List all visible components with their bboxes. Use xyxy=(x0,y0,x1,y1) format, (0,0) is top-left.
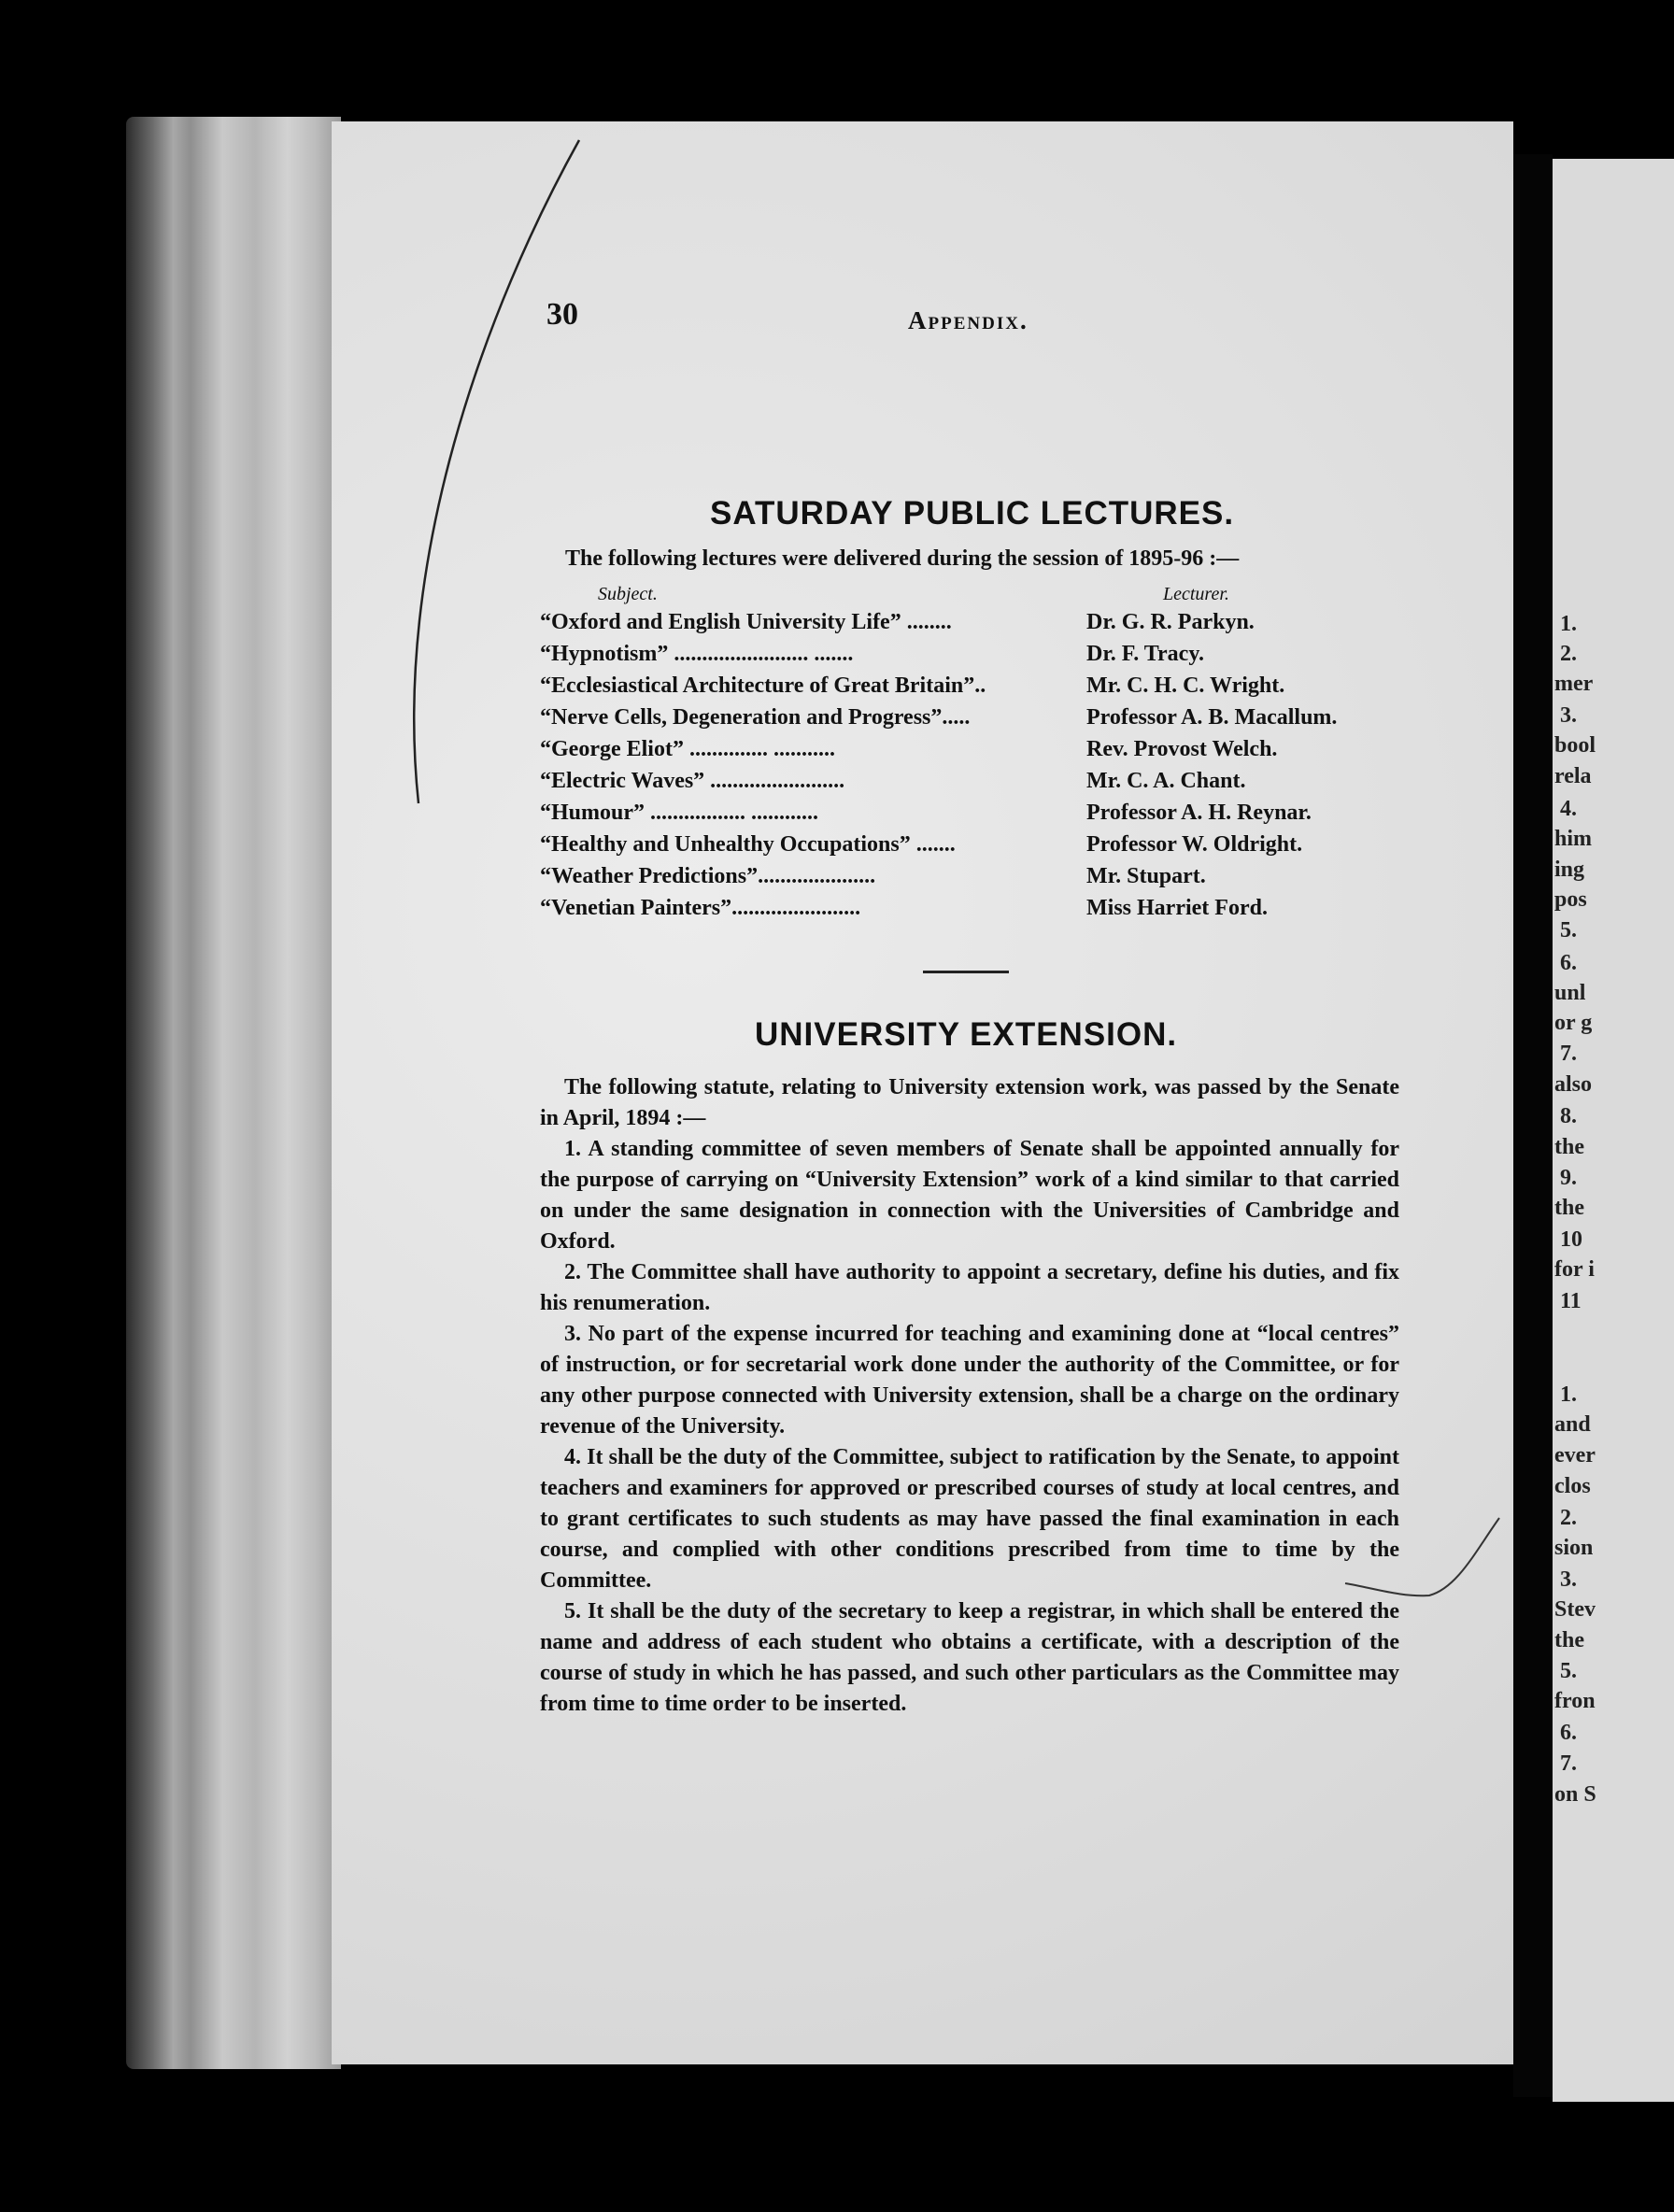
lecture-lecturer: Mr. C. H. C. Wright. xyxy=(1086,674,1285,698)
facing-page-fragment: pos xyxy=(1554,887,1587,912)
running-head: Appendix. xyxy=(908,306,1029,334)
facing-page-fragment: unl xyxy=(1554,981,1586,1005)
statute-paragraph: 3. No part of the expense incurred for teaching and examining done at “local centres” of instruction, or for secretarial work done under the authority of the Committee, or for any other purpose connected with University extension, shall be a charge on the ordinary revenue of the University. xyxy=(540,1322,1399,1439)
facing-page-fragment: on S xyxy=(1554,1782,1596,1807)
lecture-lecturer: Professor A. B. Macallum. xyxy=(1086,705,1338,730)
lecture-row xyxy=(540,674,1381,705)
lecture-row xyxy=(540,769,1381,801)
lecture-row xyxy=(540,896,1381,928)
lecture-row xyxy=(540,642,1381,674)
lecture-lecturer: Dr. F. Tracy. xyxy=(1086,642,1205,666)
facing-page-fragment: 3. xyxy=(1560,703,1577,728)
facing-page-fragment: also xyxy=(1554,1072,1593,1097)
lecture-row xyxy=(540,610,1381,642)
statute-paragraph: The following statute, relating to University extension work, was passed by the Senate in April, 1894 :— xyxy=(540,1075,1399,1130)
facing-page-fragment: 10 xyxy=(1560,1227,1582,1252)
lecture-subject: “Electric Waves” ........................ xyxy=(540,769,845,793)
lecture-row xyxy=(540,737,1381,769)
page-number: 30 xyxy=(546,297,578,332)
facing-page-fragment: 9. xyxy=(1560,1166,1577,1190)
lecture-row xyxy=(540,801,1381,832)
lecture-subject: “Ecclesiastical Architecture of Great Britain”.. xyxy=(540,674,986,698)
lecture-subject: “George Eliot” .............. ........... xyxy=(540,737,835,761)
facing-page-fragment: bool xyxy=(1554,733,1596,758)
lecture-lecturer: Rev. Provost Welch. xyxy=(1086,737,1278,761)
facing-page-fragment: 1. xyxy=(1560,1382,1577,1407)
lecture-lecturer: Mr. C. A. Chant. xyxy=(1086,769,1246,793)
lecture-lecturer: Professor A. H. Reynar. xyxy=(1086,801,1312,825)
lecture-subject: “Humour” ................. ............ xyxy=(540,801,819,825)
facing-page-fragment: mer xyxy=(1554,672,1594,696)
facing-page-fragment: 7. xyxy=(1560,1042,1577,1066)
facing-page-fragment: 6. xyxy=(1560,951,1577,975)
extension-heading: UNIVERSITY EXTENSION. xyxy=(755,1016,1178,1053)
statute-paragraph: 4. It shall be the duty of the Committee, subject to ratification by the Senate, to appoint teachers and examiners for approved or prescribed courses of study at local centres, and to grant certificates to such students as may have passed the final examination in each course, and complied with other conditions prescribed from time to time by the Committee. xyxy=(540,1445,1399,1593)
lecture-subject: “Hypnotism” ........................ ....... xyxy=(540,642,854,666)
facing-page-fragment: ever xyxy=(1554,1443,1596,1468)
facing-page-fragment: the xyxy=(1554,1196,1584,1220)
lectures-list xyxy=(540,610,1381,928)
statute-paragraph: 2. The Committee shall have authority to appoint a secretary, define his duties, and fix his renumeration. xyxy=(540,1260,1399,1315)
facing-page-fragment: 4. xyxy=(1560,797,1577,821)
lecture-subject: “Oxford and English University Life” ........ xyxy=(540,610,952,634)
facing-page-fragment: 3. xyxy=(1560,1567,1577,1592)
statute-paragraph: 1. A standing committee of seven members of Senate shall be appointed annually for the purpose of carrying on “University Extension” work of a kind similar to that carried on under the same designation in connection with the Universities of Cambridge and Oxford. xyxy=(540,1137,1399,1254)
facing-page-fragment: 1. xyxy=(1560,612,1577,636)
facing-page-fragment: rela xyxy=(1554,764,1592,788)
facing-page-fragment: him xyxy=(1554,827,1593,851)
lecture-lecturer: Dr. G. R. Parkyn. xyxy=(1086,610,1255,634)
facing-page-fragment: the xyxy=(1554,1135,1584,1159)
lecture-subject: “Weather Predictions”..................... xyxy=(540,864,876,888)
lecture-lecturer: Miss Harriet Ford. xyxy=(1086,896,1268,920)
lecture-subject: “Venetian Painters”....................... xyxy=(540,896,861,920)
facing-page-fragment: or g xyxy=(1554,1011,1593,1035)
lecture-row xyxy=(540,832,1381,864)
facing-page-fragment: 2. xyxy=(1560,1506,1577,1530)
facing-page-fragment: 5. xyxy=(1560,918,1577,943)
facing-page-fragment: sion xyxy=(1554,1536,1594,1560)
facing-page-fragment: 8. xyxy=(1560,1104,1577,1128)
lectures-intro: The following lectures were delivered during the session of 1895-96 :— xyxy=(565,546,1240,571)
lecture-lecturer: Mr. Stupart. xyxy=(1086,864,1206,888)
lecture-row xyxy=(540,864,1381,896)
lecturer-column-header: Lecturer. xyxy=(1163,584,1229,604)
facing-page-fragment: Stev xyxy=(1554,1597,1596,1622)
facing-page-fragment: the xyxy=(1554,1628,1584,1652)
lecture-row xyxy=(540,705,1381,737)
facing-page-fragment: 5. xyxy=(1560,1659,1577,1683)
facing-page-fragment: 7. xyxy=(1560,1751,1577,1776)
subject-column-header: Subject. xyxy=(598,584,658,604)
book-gutter xyxy=(1513,154,1553,2097)
facing-page-fragment: fron xyxy=(1554,1689,1596,1713)
lecture-subject: “Nerve Cells, Degeneration and Progress”..... xyxy=(540,705,971,730)
facing-page-fragment: and xyxy=(1554,1412,1591,1437)
facing-page xyxy=(1553,159,1674,2102)
facing-page-fragment: 2. xyxy=(1560,642,1577,666)
facing-page-fragment: 11 xyxy=(1560,1289,1582,1313)
facing-page-fragment: for i xyxy=(1554,1257,1595,1282)
lectures-heading: SATURDAY PUBLIC LECTURES. xyxy=(710,495,1235,532)
facing-page-fragment: 6. xyxy=(1560,1721,1577,1745)
lecture-subject: “Healthy and Unhealthy Occupations” ....... xyxy=(540,832,956,857)
facing-page-fragment: ing xyxy=(1554,858,1585,882)
section-divider xyxy=(923,971,1009,973)
book-page-edges xyxy=(126,117,341,2069)
statute-paragraph: 5. It shall be the duty of the secretary to keep a registrar, in which shall be entered the name and address of each student who obtains a certificate, with a description of the course of study in which he has passed, and such other particulars as the Committee may from time to time order to be inserted. xyxy=(540,1599,1399,1716)
lecture-lecturer: Professor W. Oldright. xyxy=(1086,832,1303,857)
extension-statute xyxy=(540,1072,1399,1720)
facing-page-fragment: clos xyxy=(1554,1474,1591,1498)
